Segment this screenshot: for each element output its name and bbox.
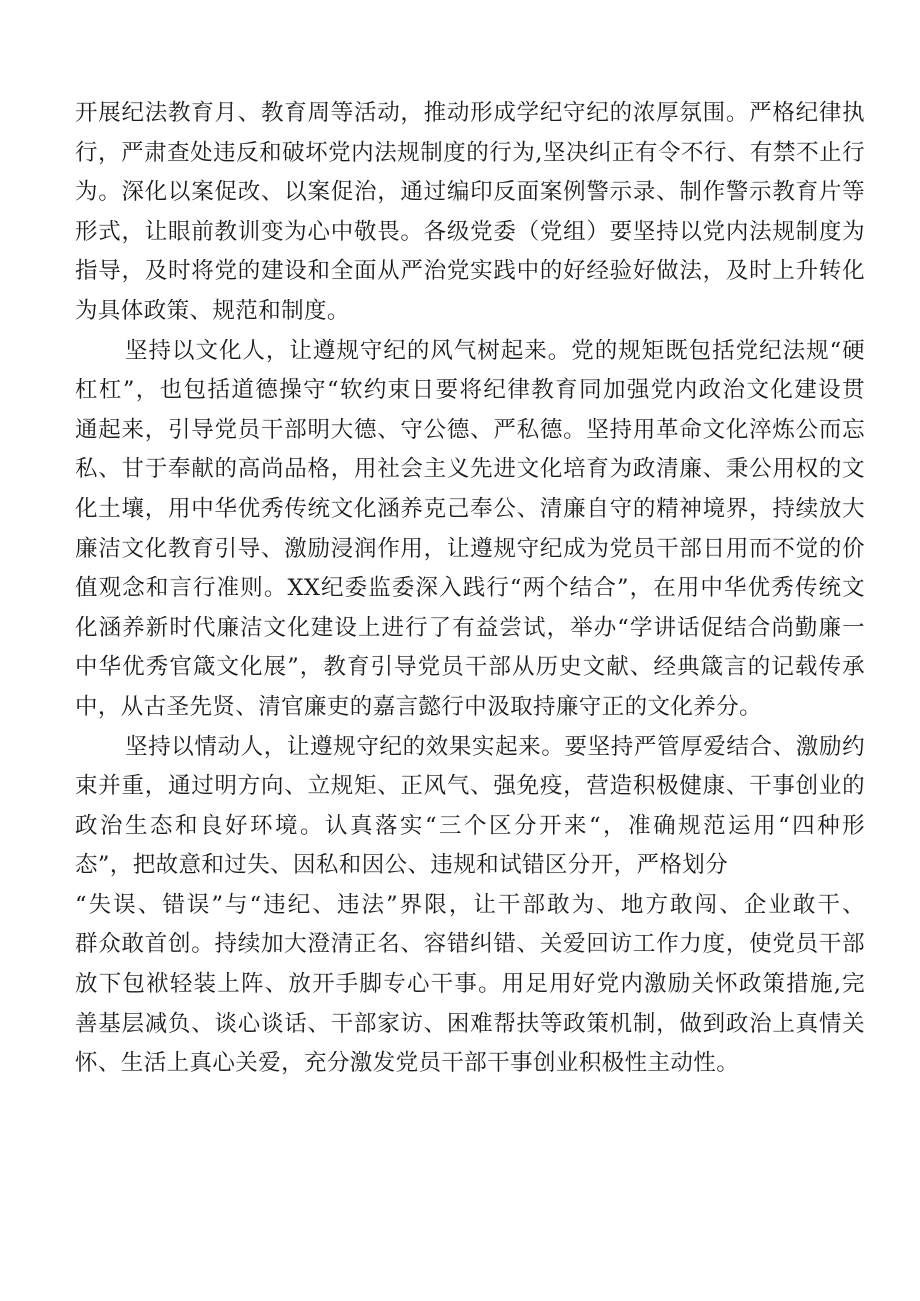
text-line: 廉洁文化教育引导、激励浸润作用，让遵规守纪成为党员干部日用而不觉的价: [75, 535, 865, 562]
text-line: 杠杠”，也包括道德操守“软约束日要将纪律教育同加强党内政治文化建设贯: [75, 377, 865, 404]
text-line: 值观念和言行准则。XX纪委监委深入践行“两个结合”，在用中华优秀传统文: [75, 575, 865, 602]
text-line: 善基层减负、谈心谈话、干部家访、困难帮扶等政策机制，做到政治上真情关: [75, 1010, 865, 1037]
text-line: 指导，及时将党的建设和全面从严治党实践中的好经验好做法，及时上升转化: [75, 258, 865, 285]
text-line: 群众敢首创。持续加大澄清正名、容错纠错、关爱回访工作力度，使党员干部: [75, 931, 865, 958]
text-line: 通起来，引导党员干部明大德、守公德、严私德。坚持用革命文化淬炼公而忘: [75, 416, 865, 443]
text-line: 为具体政策、规范和制度。: [75, 297, 350, 324]
text-line: 坚持以情动人，让遵规守纪的效果实起来。要坚持严管厚爱结合、激励约: [125, 733, 865, 760]
text-line: “失误、错误”与“违纪、违法”界限，让干部敢为、地方敢闯、企业敢干、: [75, 891, 865, 918]
document-body: [75, 94, 865, 1084]
text-line: 束并重，通过明方向、立规矩、正风气、强免疫，营造积极健康、干事创业的: [75, 773, 865, 800]
text-line: 政治生态和良好环境。认真落实“三个区分开来“，准确规范运用“四种形: [75, 812, 865, 839]
text-line: 坚持以文化人，让遵规守纪的风气树起来。党的规矩既包括党纪法规“硬: [125, 337, 865, 364]
text-line: 中，从古圣先贤、清官廉吏的嘉言懿行中汲取持廉守正的文化养分。: [75, 693, 763, 720]
text-line: 为。深化以案促改、以案促治，通过编印反面案例警示录、制作警示教育片等: [75, 179, 865, 206]
text-line: 放下包袱轻装上阵、放开手脚专心干事。用足用好党内激励关怀政策措施,完: [75, 971, 865, 998]
text-line: 化涵养新时代廉洁文化建设上进行了有益尝试，举办“学讲话促结合尚勤廉一: [75, 614, 865, 641]
text-line: 态”，把故意和过失、因私和因公、违规和试错区分开，严格划分: [75, 852, 729, 879]
text-line: 开展纪法教育月、教育周等活动，推动形成学纪守纪的浓厚氛围。严格纪律执: [75, 100, 865, 126]
text-line: 行，严肃查处违反和破坏党内法规制度的行为,坚决纠正有令不行、有禁不止行: [75, 139, 865, 166]
text-line: 化土壤，用中华优秀传统文化涵养克己奉公、清廉自守的精神境界，持续放大: [75, 495, 865, 522]
text-line: 私、甘于奉献的高尚品格，用社会主义先进文化培育为政清廉、秉公用权的文: [75, 456, 865, 483]
text-line: 形式，让眼前教训变为心中敬畏。各级党委（党组）要坚持以党内法规制度为: [75, 218, 865, 245]
text-line: 中华优秀官箴文化展”，教育引导党员干部从历史文献、经典箴言的记载传承: [75, 654, 865, 681]
text-line: 怀、生活上真心关爱，充分激发党员干部干事创业积极性主动性。: [75, 1050, 740, 1077]
